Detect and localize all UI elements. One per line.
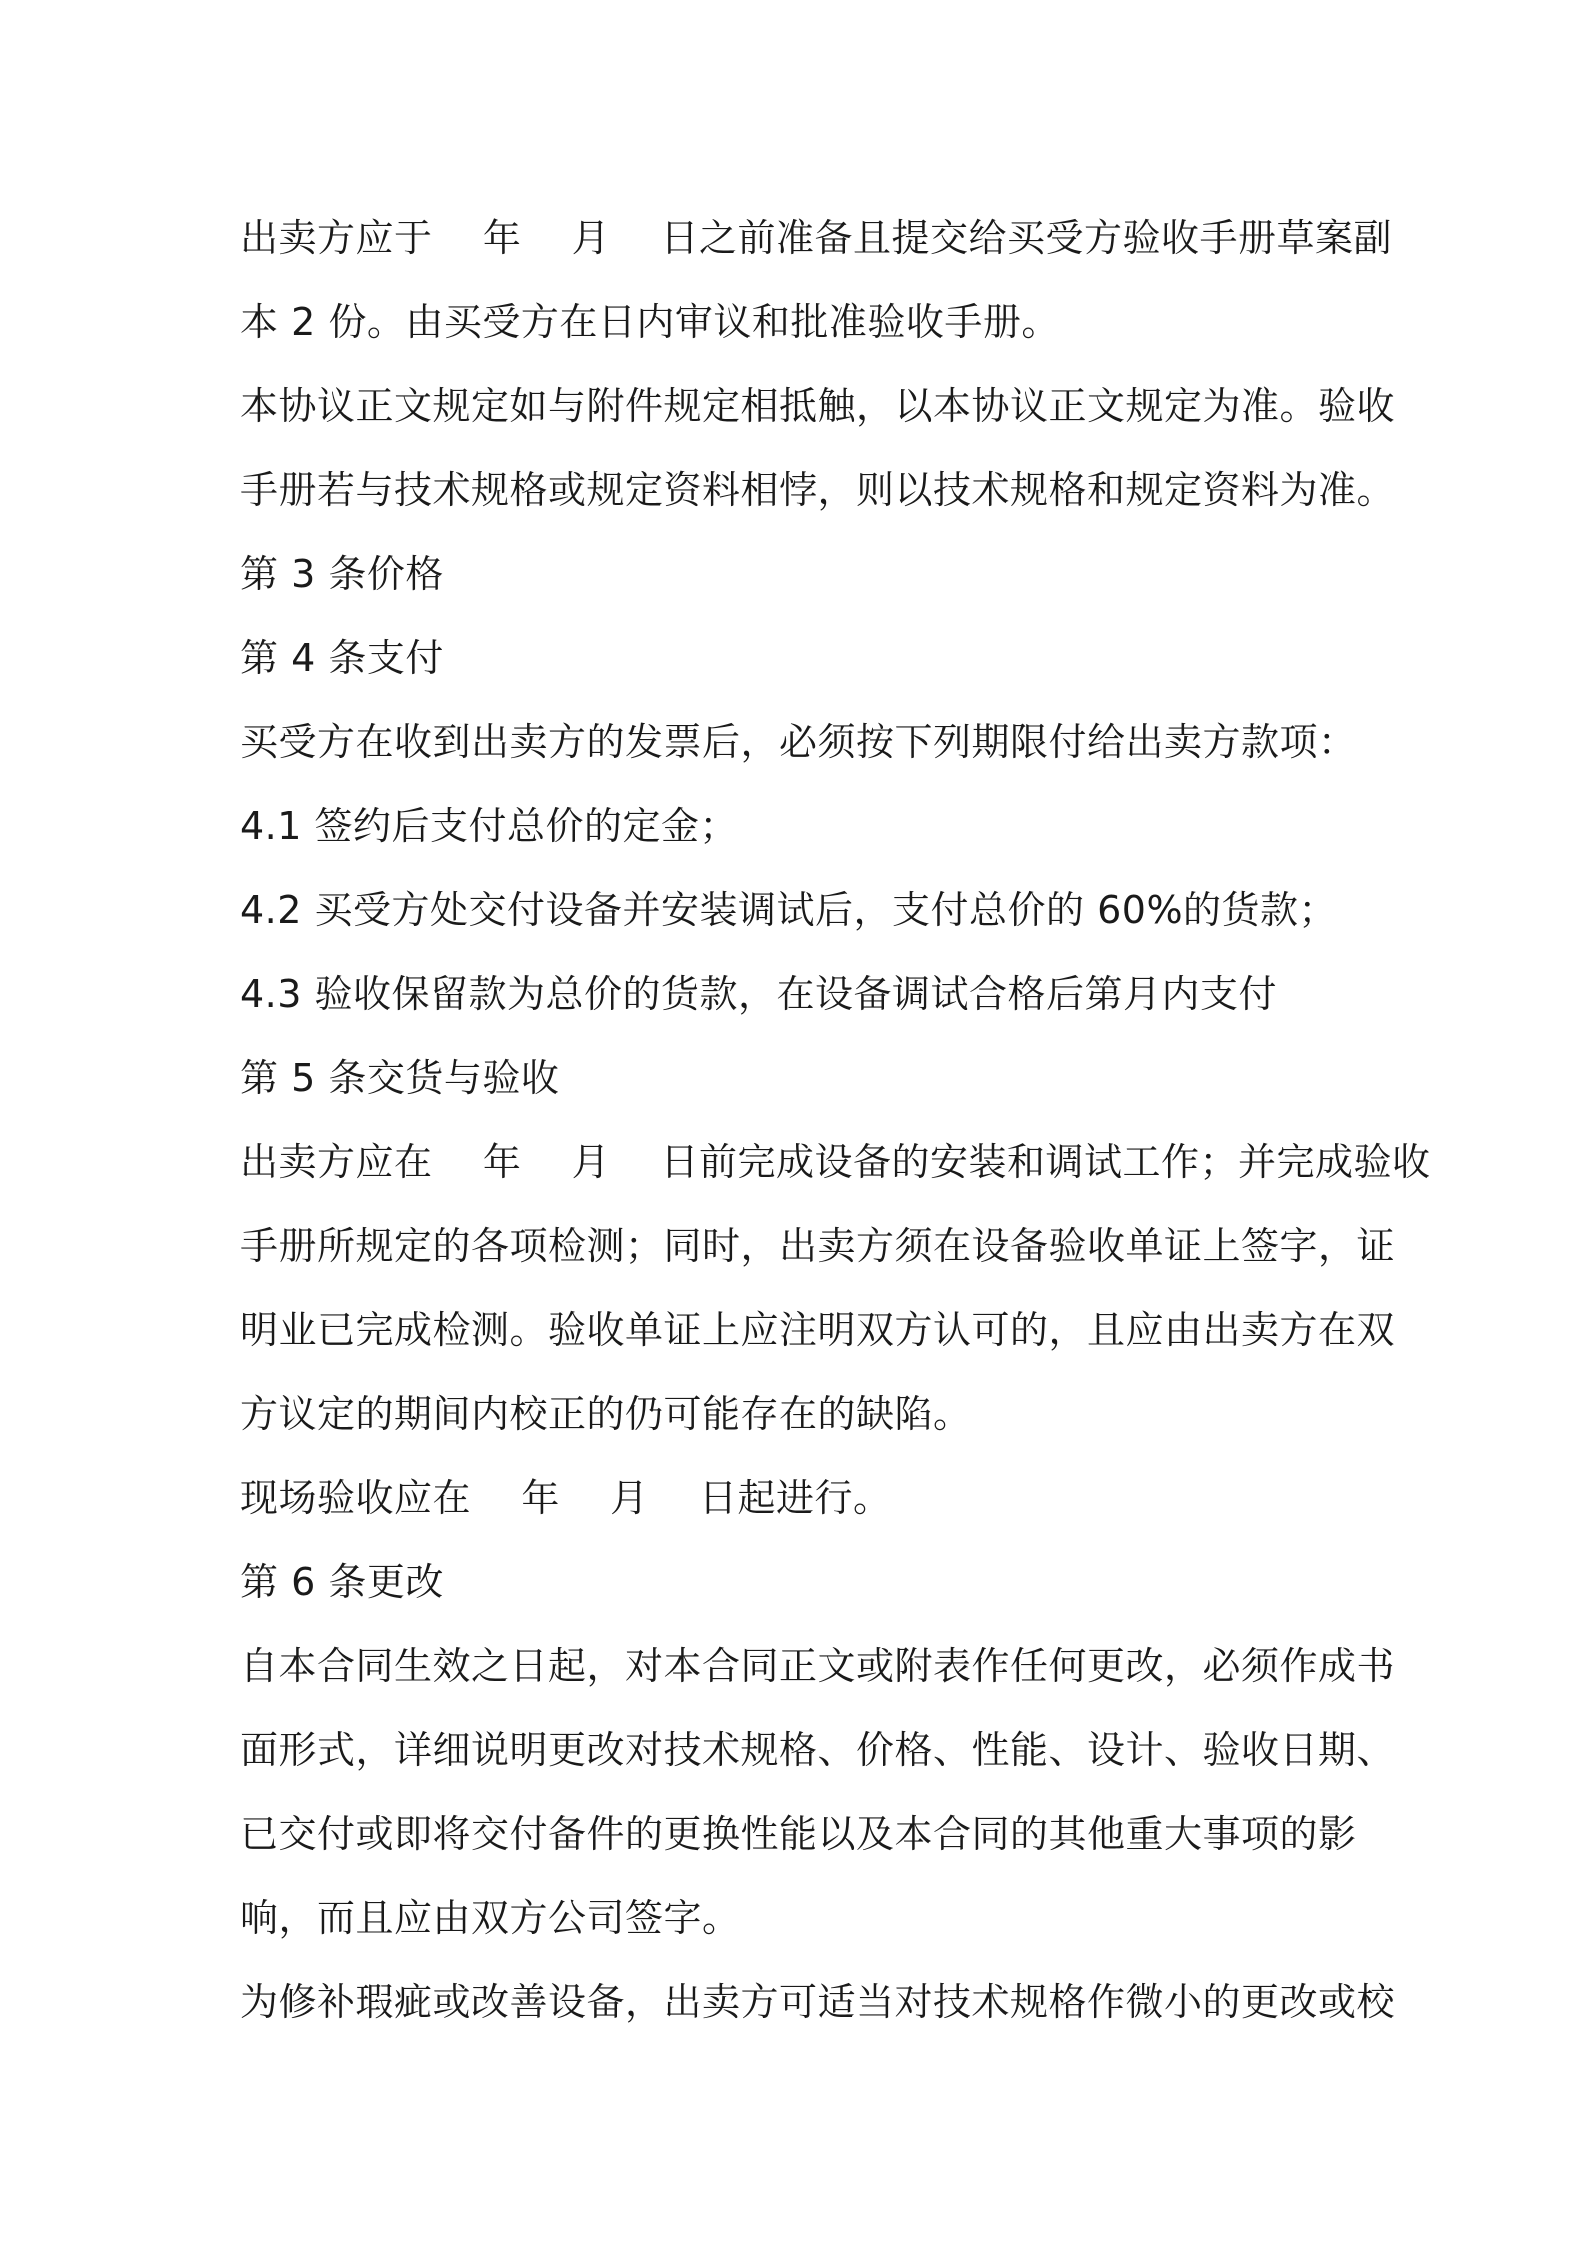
text-line: 买受方在收到出卖方的发票后，必须按下列期限付给出卖方款项： — [240, 720, 1357, 764]
text-line: 自本合同生效之日起，对本合同正文或附表作任何更改，必须作成书 — [240, 1644, 1396, 1688]
clause-item: 4.3 验收保留款为总价的货款，在设备调试合格后第月内支付 — [240, 972, 1278, 1016]
text-line: 手册若与技术规格或规定资料相悖，则以技术规格和规定资料为准。 — [240, 468, 1396, 512]
article-heading: 第 3 条价格 — [240, 552, 444, 596]
article-heading: 第 5 条交货与验收 — [240, 1056, 560, 1100]
text-line: 面形式，详细说明更改对技术规格、价格、性能、设计、验收日期、 — [240, 1728, 1396, 1772]
text-line: 明业已完成检测。验收单证上应注明双方认可的，且应由出卖方在双 — [240, 1308, 1396, 1352]
article-heading: 第 6 条更改 — [240, 1560, 444, 1604]
clause-item: 4.2 买受方处交付设备并安装调试后，支付总价的 60%的货款； — [240, 888, 1338, 932]
text-line: 为修补瑕疵或改善设备，出卖方可适当对技术规格作微小的更改或校 — [240, 1980, 1396, 2024]
text-line: 出卖方应于 年 月 日之前准备且提交给买受方验收手册草案副 — [240, 216, 1392, 260]
text-line: 响，而且应由双方公司签字。 — [240, 1896, 741, 1940]
text-line: 手册所规定的各项检测；同时，出卖方须在设备验收单证上签字，证 — [240, 1224, 1396, 1268]
text-line: 已交付或即将交付备件的更换性能以及本合同的其他重大事项的影 — [240, 1812, 1357, 1856]
clause-item: 4.1 签约后支付总价的定金； — [240, 804, 739, 848]
text-line: 出卖方应在 年 月 日前完成设备的安装和调试工作；并完成验收 — [240, 1140, 1431, 1184]
contract-text — [240, 196, 1431, 2044]
text-line: 方议定的期间内校正的仍可能存在的缺陷。 — [240, 1392, 972, 1436]
article-heading: 第 4 条支付 — [240, 636, 444, 680]
text-line: 现场验收应在 年 月 日起进行。 — [240, 1476, 892, 1520]
text-line: 本 2 份。由买受方在日内审议和批准验收手册。 — [240, 300, 1060, 344]
text-line: 本协议正文规定如与附件规定相抵触，以本协议正文规定为准。验收 — [240, 384, 1396, 428]
